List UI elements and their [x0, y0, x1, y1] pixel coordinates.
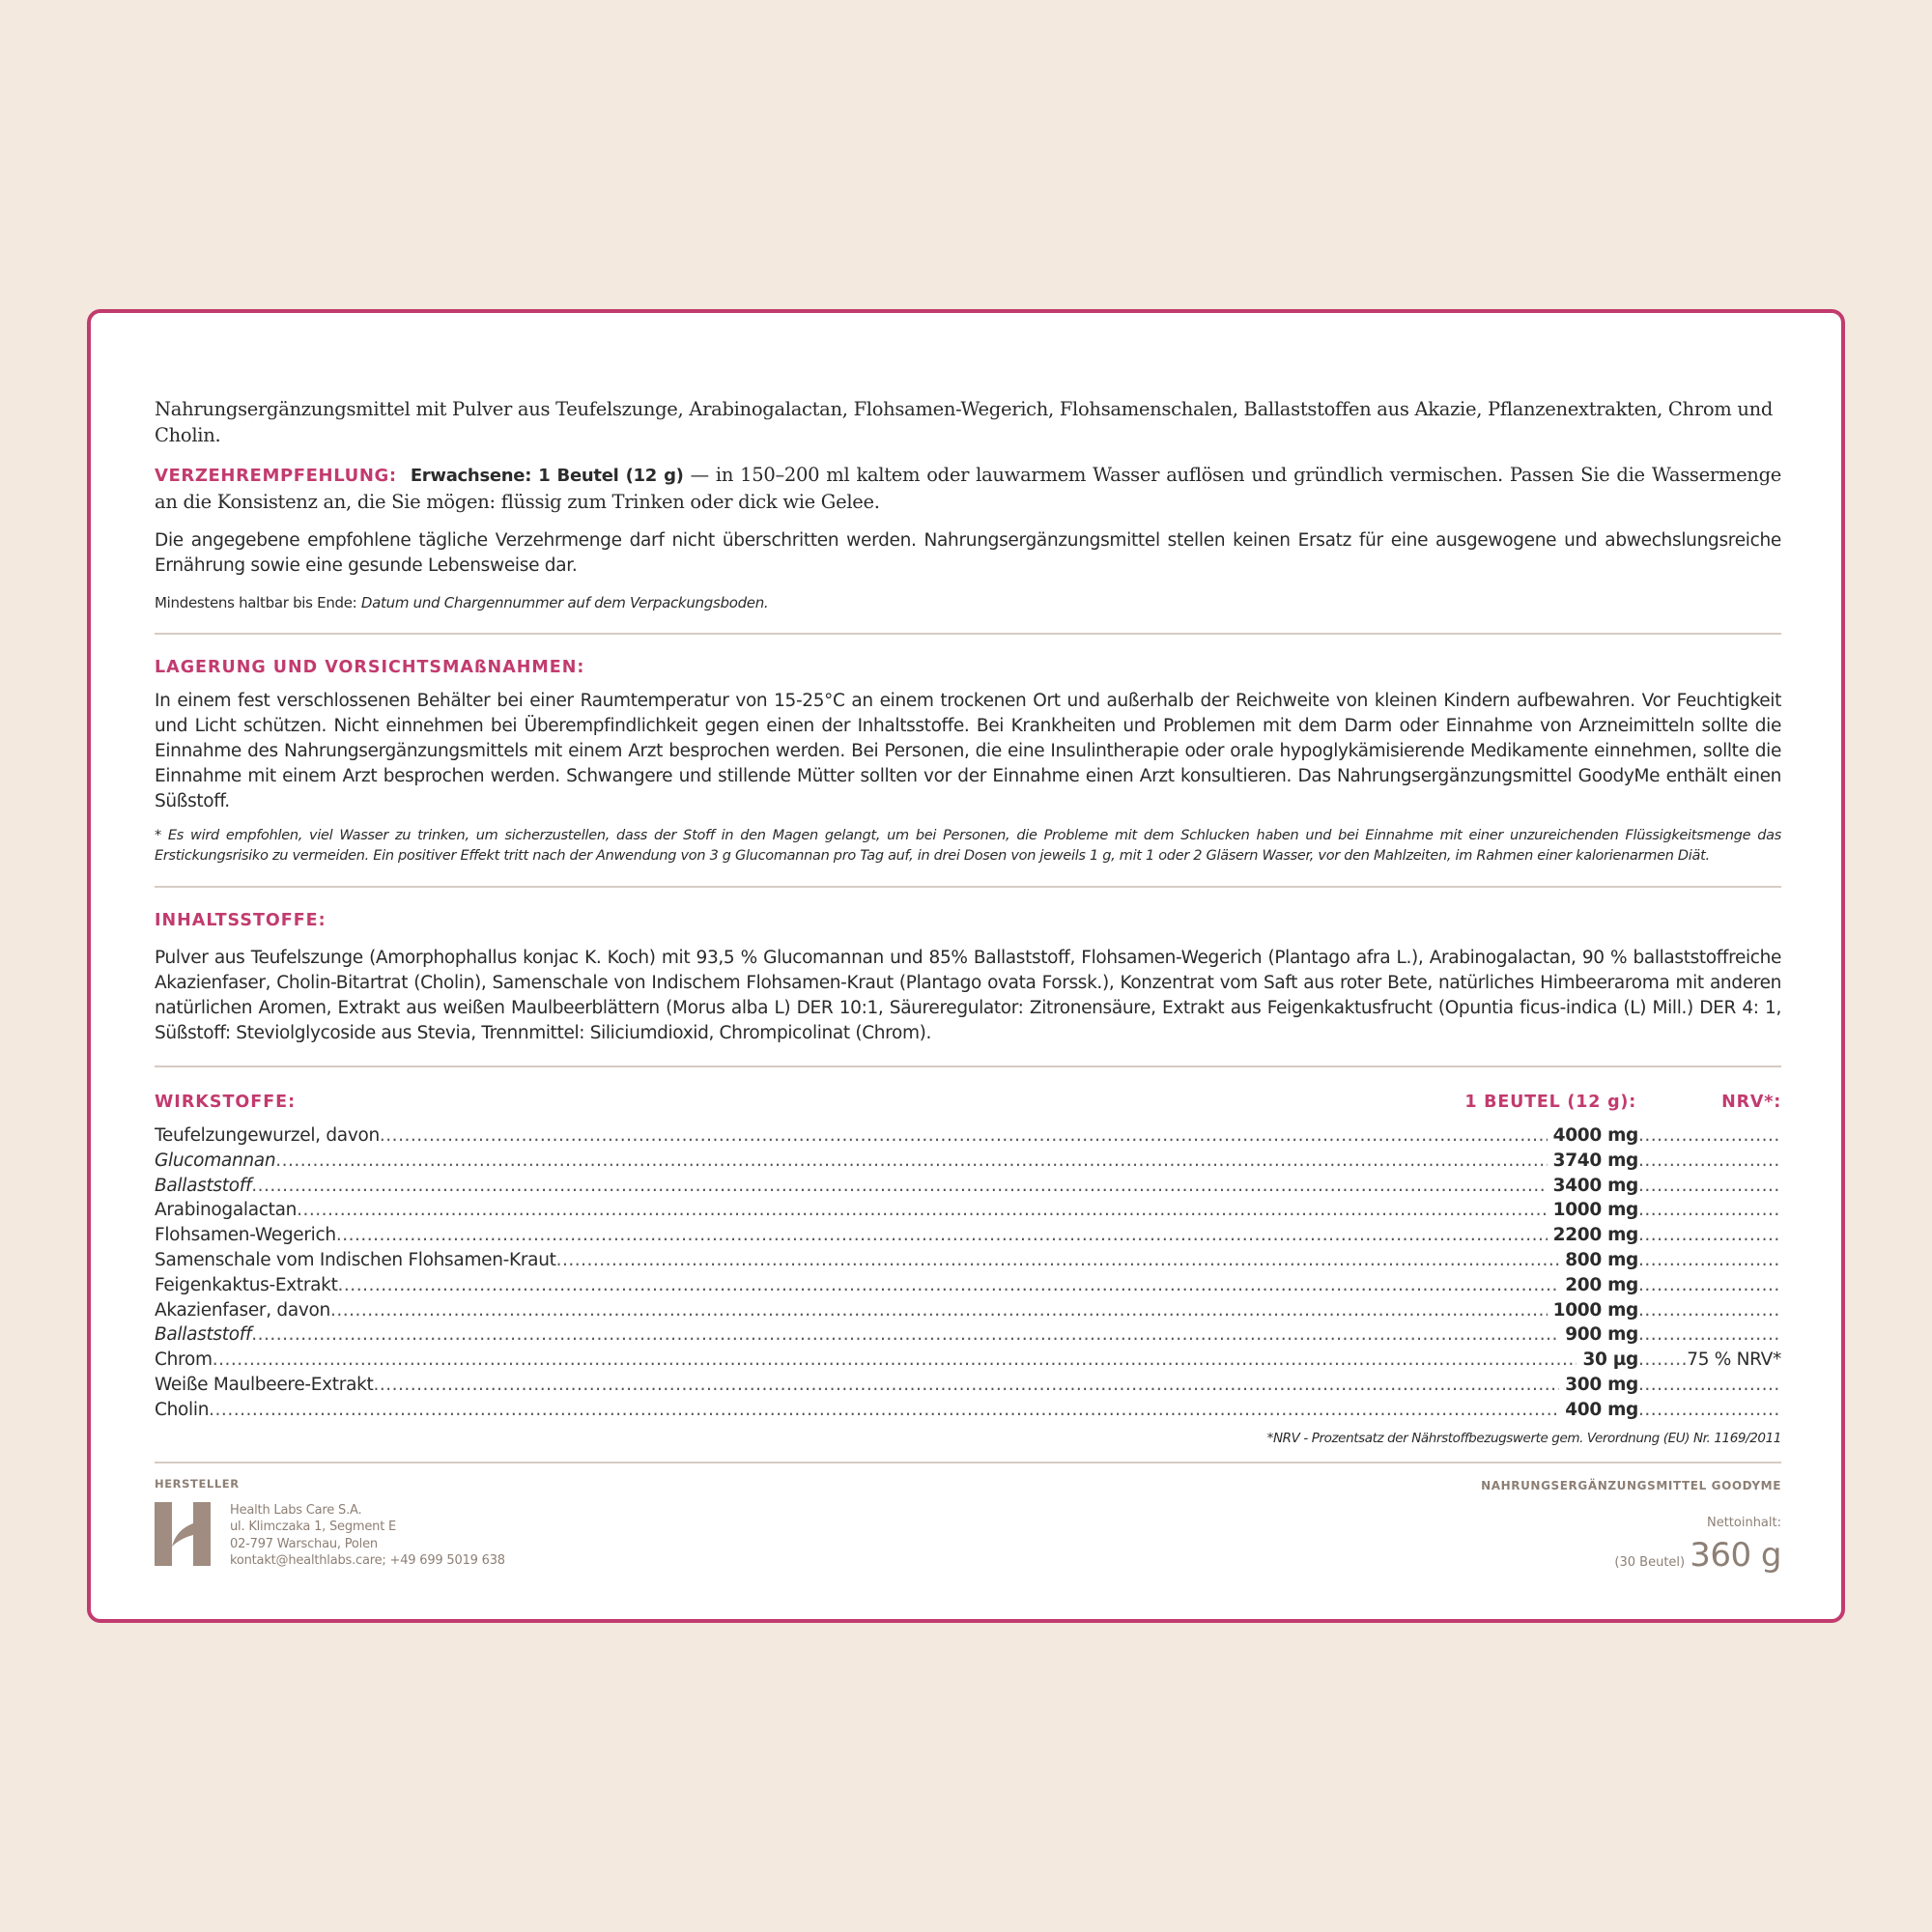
dot-leader — [251, 1324, 1559, 1345]
manufacturer-address — [230, 1502, 505, 1570]
divider — [155, 633, 1781, 635]
nrv-column-header: NRV*: — [1721, 1093, 1781, 1112]
ingredient-name: Chrom — [155, 1350, 213, 1371]
net-content-block — [1481, 1477, 1781, 1575]
active-ingredient-row — [155, 1250, 1781, 1275]
dot-leader — [338, 1275, 1560, 1295]
ingredient-name: Teufelzungewurzel, davon — [155, 1125, 380, 1146]
dot-leader — [213, 1350, 1577, 1370]
dot-leader — [1638, 1300, 1781, 1321]
ingredient-amount: 3400 mg — [1552, 1175, 1638, 1196]
active-ingredient-row — [155, 1350, 1781, 1375]
label-footer — [155, 1477, 1781, 1575]
best-before-value: Datum und Chargennummer auf dem Verpackungsboden. — [360, 594, 769, 611]
product-label-card — [87, 309, 1845, 1623]
ingredient-nrv — [1638, 1400, 1781, 1420]
ingredient-amount: 300 mg — [1565, 1374, 1638, 1395]
ingredient-name: Glucomannan — [155, 1150, 276, 1171]
active-ingredient-row — [155, 1200, 1781, 1225]
actives-header — [155, 1093, 1781, 1112]
dot-leader — [556, 1250, 1560, 1270]
dot-leader — [1638, 1275, 1781, 1295]
dosage-text: — in 150–200 ml kaltem oder lauwarmem Wasser auflösen und gründlich vermischen. Passen Sie die Wassermenge an die Konsistenz an, die Sie mögen: flüssig zum Trinken oder dick wie Gelee. — [155, 464, 1781, 513]
divider — [155, 1065, 1781, 1067]
ingredient-nrv — [1638, 1350, 1781, 1370]
ingredient-amount: 4000 mg — [1552, 1125, 1638, 1146]
dosage-paragraph — [155, 462, 1781, 515]
manufacturer-block — [155, 1477, 505, 1575]
best-before — [155, 592, 1781, 613]
manufacturer-street: ul. Klimczaka 1, Segment E — [230, 1520, 397, 1535]
ingredient-amount: 200 mg — [1565, 1274, 1638, 1295]
dot-leader — [1638, 1225, 1781, 1245]
manufacturer-name: Health Labs Care S.A. — [230, 1502, 362, 1518]
ingredient-amount: 2200 mg — [1552, 1225, 1638, 1246]
product-name: NAHRUNGSERGÄNZUNGSMITTEL GOODYME — [1481, 1478, 1781, 1492]
dot-leader — [275, 1151, 1547, 1171]
dot-leader — [1638, 1125, 1781, 1146]
storage-section — [155, 658, 1781, 867]
nrv-value: 75 % NRV* — [1687, 1350, 1781, 1371]
ingredient-name: Samenschale vom Indischen Flohsamen-Kraut — [155, 1249, 556, 1270]
ingredient-name: Cholin — [155, 1399, 210, 1420]
dot-leader — [251, 1176, 1547, 1196]
dot-leader — [1638, 1176, 1781, 1196]
ingredients-section — [155, 911, 1781, 1046]
ingredient-nrv — [1638, 1275, 1781, 1295]
ingredient-nrv — [1638, 1151, 1781, 1171]
manufacturer-label: HERSTELLER — [155, 1476, 240, 1491]
ingredient-name: Ballaststoff — [155, 1324, 252, 1346]
ingredient-amount: 3740 mg — [1552, 1150, 1638, 1171]
dot-leader — [373, 1375, 1559, 1395]
dot-leader — [1638, 1324, 1781, 1345]
ingredient-amount: 1000 mg — [1552, 1299, 1638, 1321]
active-ingredient-row — [155, 1324, 1781, 1350]
ingredient-nrv — [1638, 1200, 1781, 1220]
ingredient-amount: 400 mg — [1565, 1399, 1638, 1420]
ingredient-nrv — [1638, 1176, 1781, 1196]
ingredient-amount: 1000 mg — [1552, 1200, 1638, 1221]
ingredient-name: Flohsamen-Wegerich — [155, 1225, 336, 1246]
dot-leader — [1638, 1151, 1781, 1171]
dot-leader — [1638, 1200, 1781, 1220]
ingredient-name: Arabinogalactan — [155, 1200, 298, 1221]
dot-leader — [1638, 1250, 1781, 1270]
ingredient-nrv — [1638, 1300, 1781, 1321]
ingredient-nrv — [1638, 1324, 1781, 1345]
active-ingredient-row — [155, 1275, 1781, 1300]
actives-title: WIRKSTOFFE: — [155, 1093, 297, 1112]
nrv-footnote: *NRV - Prozentsatz der Nährstoffbezugswerte gem. Verordnung (EU) Nr. 1169/2011 — [1266, 1430, 1781, 1446]
ingredient-nrv — [1638, 1375, 1781, 1395]
ingredient-name: Ballaststoff — [155, 1175, 252, 1196]
active-ingredient-row — [155, 1151, 1781, 1176]
ingredients-text: Pulver aus Teufelszunge (Amorphophallus konjac K. Koch) mit 93,5 % Glucomannan und 85% Ballaststoff, Flohsamen-Wegerich (Plantago afra L.), Arabinogalactan, 90 % ballaststoffreiche Akazienfaser, Cholin-Bitartrat (Cholin), Samenschale von Indischem Flohsamen-Kraut (Plantago ovata Forssk.), Konzentrat vom Saft aus roter Bete, natürliches Himbeeraroma mit anderen natürlichen Aromen, Extrakt aus weißen Maulbeerblättern (Morus alba L) DER 10:1, Säureregulator: Zitronensäure, Extrakt aus Feigenkaktusfrucht (Opuntia ficus-indica (L) Mill.) DER 4: 1, Süßstoff: Steviolglycoside aus Stevia, Trennmittel: Siliciumdioxid, Chrompicolinat (Chrom). — [155, 948, 1781, 1043]
ingredient-amount: 900 mg — [1565, 1324, 1638, 1346]
actives-table — [155, 1125, 1781, 1425]
manufacturer-contact: kontakt@healthlabs.care; +49 699 5019 638 — [230, 1553, 505, 1569]
active-ingredient-row — [155, 1225, 1781, 1250]
storage-note: * Es wird empfohlen, viel Wasser zu trinken, um sicherzustellen, dass der Stoff in den Magen gelangt, um bei Personen, die Probleme mit dem Schlucken haben und bei Einnahme mit einer unzureichenden Flüssigkeitsmenge das Erstickungsrisiko zu vermeiden. Ein positiver Effekt tritt nach der Anwendung von 3 g Glucomannan pro Tag auf, in drei Dosen von jeweils 1 g, mit 1 oder 2 Gläsern Wasser, vor den Mahlzeiten, im Rahmen einer kalorienarmen Diät. — [155, 828, 1781, 864]
actives-section — [155, 1093, 1781, 1446]
ingredient-amount: 800 mg — [1565, 1249, 1638, 1270]
dot-leader — [336, 1225, 1548, 1245]
divider — [155, 1462, 1781, 1463]
ingredient-nrv — [1638, 1125, 1781, 1146]
dosage-adult: Erwachsene: 1 Beutel (12 g) — [410, 466, 684, 486]
product-description: Nahrungsergänzungsmittel mit Pulver aus Teufelszunge, Arabinogalactan, Flohsamen-Wegerich, Flohsamenschalen, Ballaststoffen aus Akazie, Pflanzenextrakten, Chrom und Cholin. — [155, 398, 1774, 446]
divider — [155, 886, 1781, 888]
dot-leader — [209, 1400, 1559, 1420]
intake-warning: Die angegebene empfohlene tägliche Verzehrmenge darf nicht überschritten werden. Nahrungsergänzungsmittel stellen keinen Ersatz für eine ausgewogene und abwechslungsreiche Ernährung sowie eine gesunde Lebensweise dar. — [155, 530, 1781, 576]
health-labs-logo-icon — [155, 1502, 211, 1566]
active-ingredient-row — [155, 1400, 1781, 1425]
ingredient-name: Feigenkaktus-Extrakt — [155, 1274, 338, 1295]
amount-column-header: 1 BEUTEL (12 g): — [1464, 1093, 1636, 1112]
dot-leader — [1638, 1375, 1781, 1395]
ingredient-name: Weiße Maulbeere-Extrakt — [155, 1374, 374, 1395]
dot-leader — [380, 1125, 1548, 1146]
active-ingredient-row — [155, 1176, 1781, 1201]
net-count: (30 Beutel) — [1614, 1554, 1686, 1570]
active-ingredient-row — [155, 1125, 1781, 1151]
ingredient-name: Akazienfaser, davon — [155, 1299, 330, 1321]
dosage-heading: VERZEHREMPFEHLUNG: — [155, 466, 397, 486]
dot-leader — [330, 1300, 1548, 1321]
dot-leader — [1638, 1350, 1687, 1370]
active-ingredient-row — [155, 1375, 1781, 1400]
ingredient-nrv — [1638, 1225, 1781, 1245]
net-weight: 360 g — [1690, 1535, 1781, 1575]
ingredient-nrv — [1638, 1250, 1781, 1270]
ingredients-title: INHALTSSTOFFE: — [155, 911, 327, 930]
net-content-label: Nettoinhalt: — [1706, 1515, 1781, 1530]
manufacturer-city: 02-797 Warschau, Polen — [230, 1536, 378, 1551]
ingredient-amount: 30 µg — [1582, 1350, 1638, 1371]
net-content — [1481, 1536, 1781, 1575]
dot-leader — [1638, 1400, 1781, 1420]
active-ingredient-row — [155, 1300, 1781, 1325]
label-content — [155, 396, 1781, 1575]
best-before-label: Mindestens haltbar bis Ende: — [155, 594, 361, 611]
dot-leader — [297, 1200, 1548, 1220]
storage-text: In einem fest verschlossenen Behälter bei einer Raumtemperatur von 15-25°C an einem trockenen Ort und außerhalb der Reichweite von kleinen Kindern aufbewahren. Vor Feuchtigkeit und Licht schützen. Nicht einnehmen bei Überempfindlichkeit gegen einen der Inhaltsstoffe. Bei Krankheiten und Problemen mit dem Darm oder Einnahme von Arzneimitteln sollte die Einnahme des Nahrungsergänzungsmittels mit einem Arzt besprochen werden. Bei Personen, die eine Insulintherapie oder orale hypoglykämisierende Medikamente einnehmen, sollte die Einnahme mit einem Arzt besprochen werden. Schwangere und stillende Mütter sollten vor der Einnahme einen Arzt konsultieren. Das Nahrungsergänzungsmittel GoodyMe enthält einen Süßstoff. — [155, 691, 1781, 811]
storage-title: LAGERUNG UND VORSICHTSMAßNAHMEN: — [155, 658, 585, 677]
